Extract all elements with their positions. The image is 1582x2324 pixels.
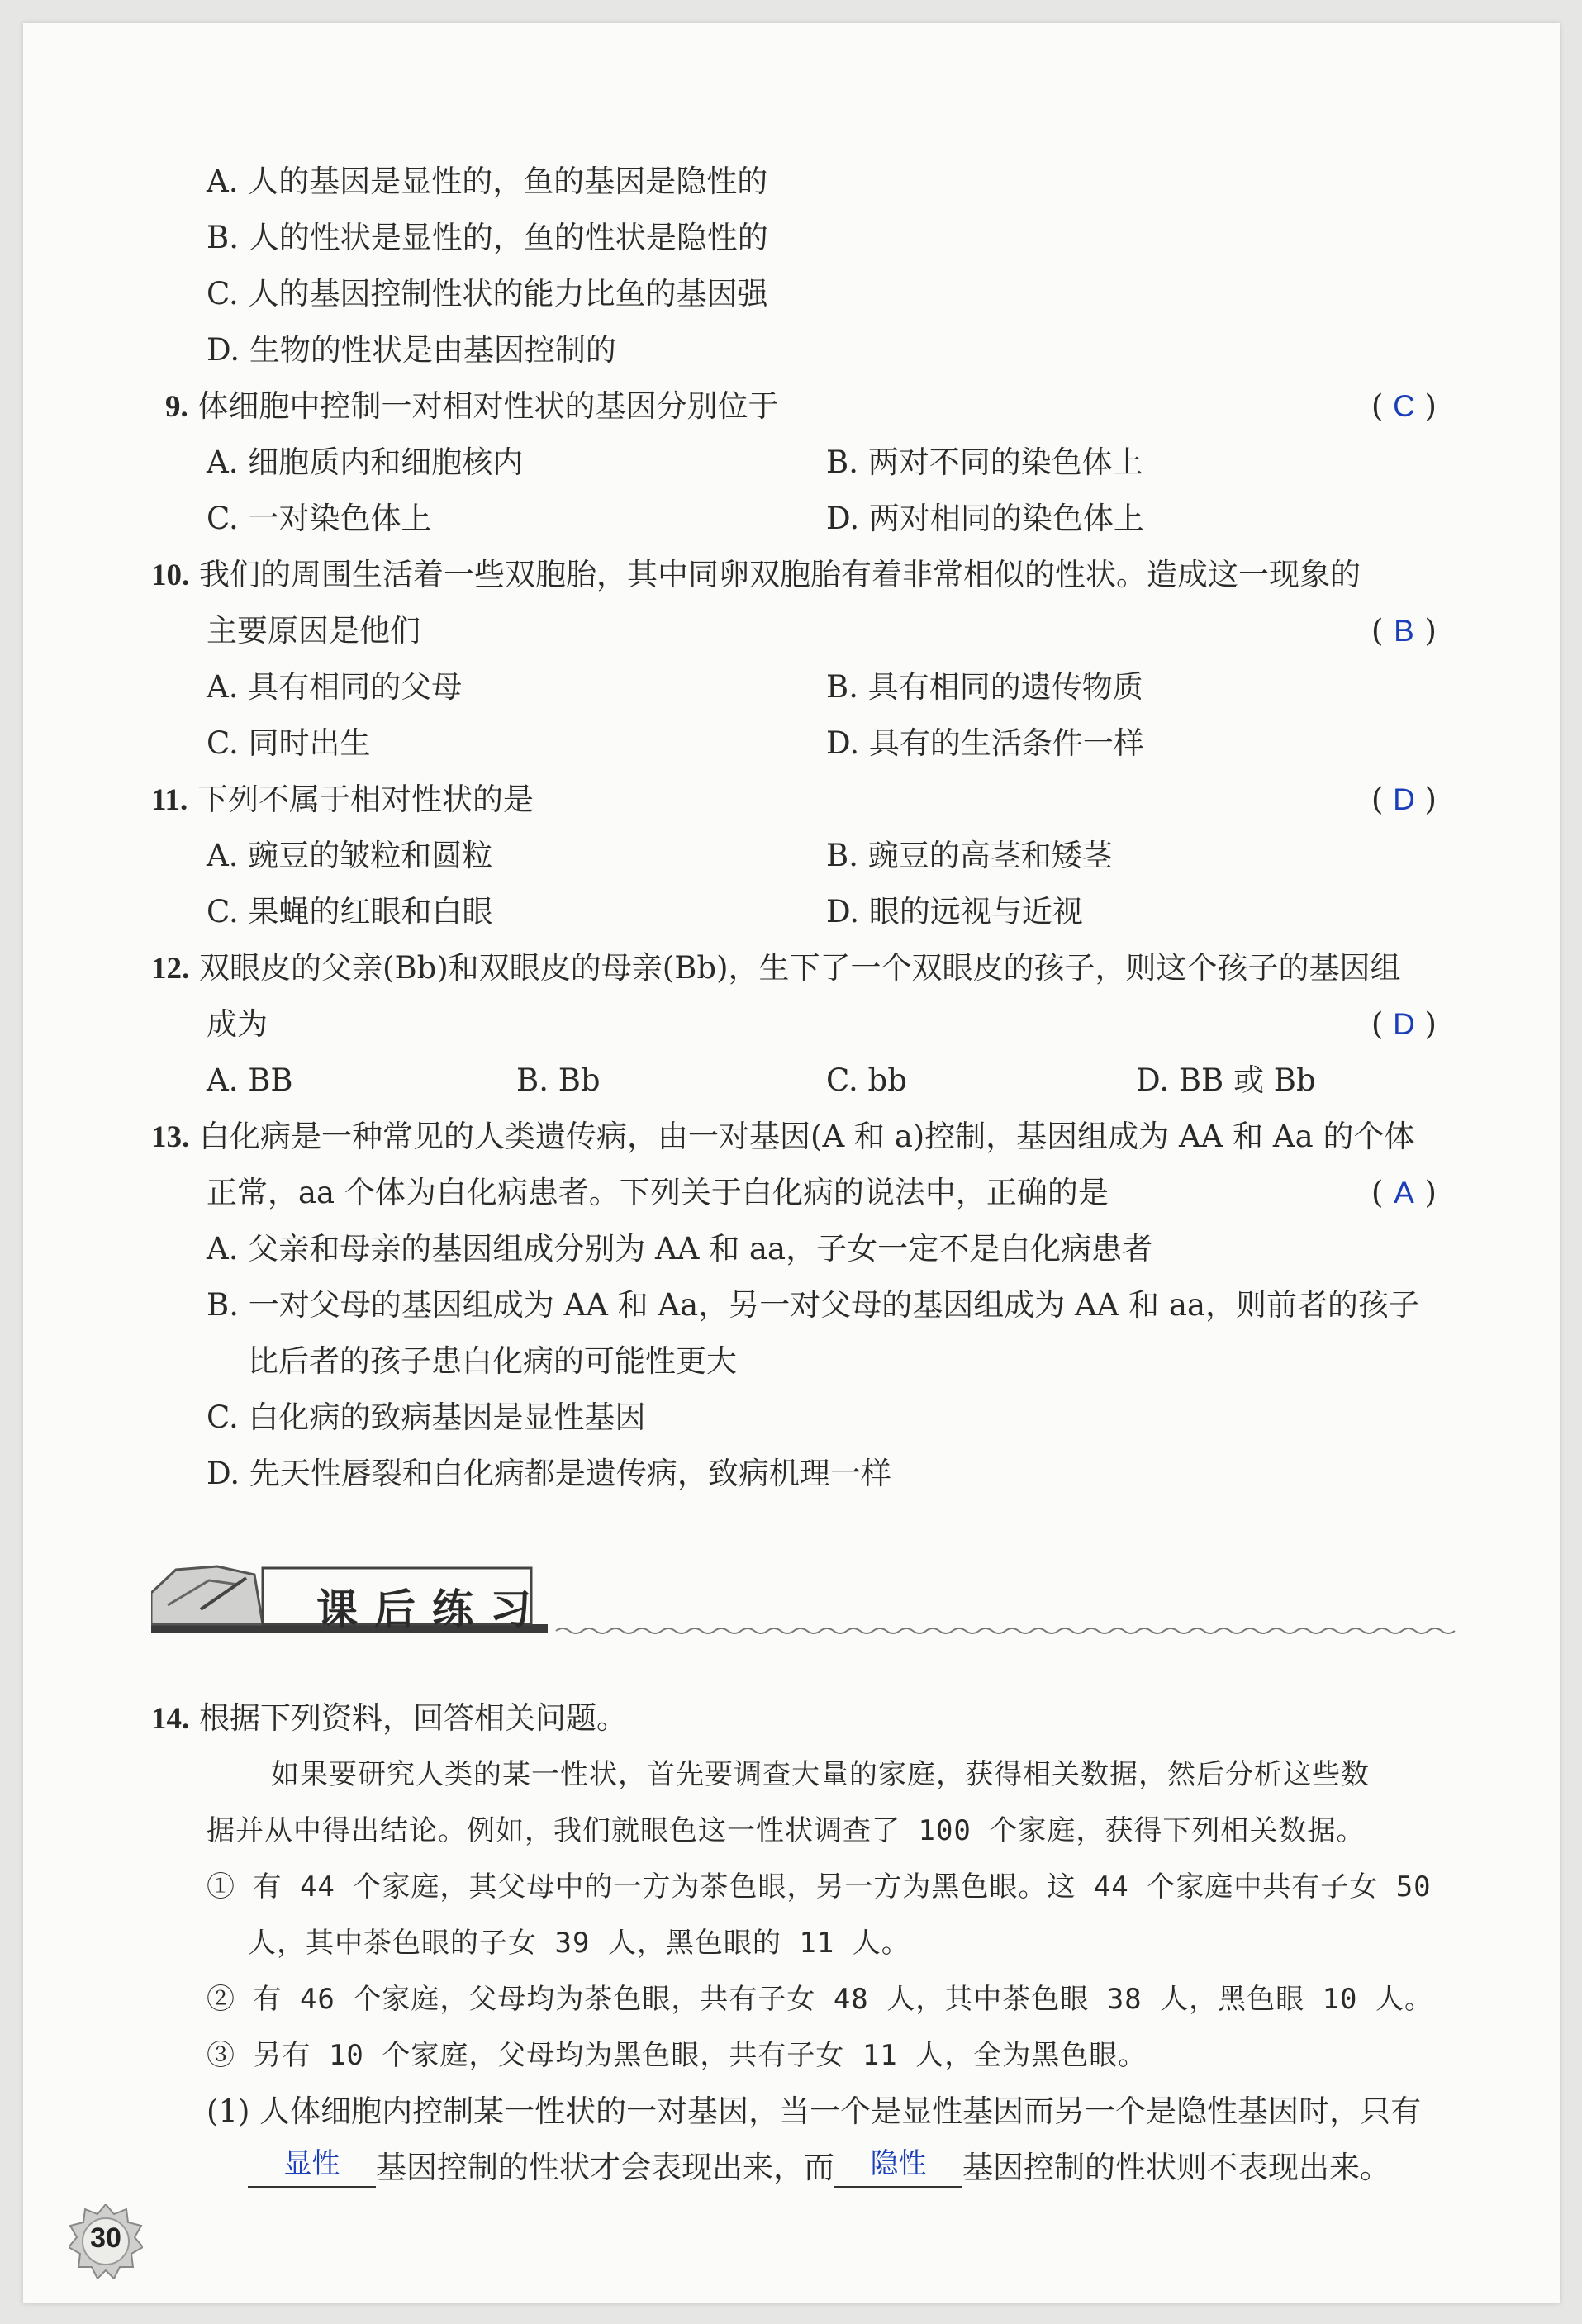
q13-option-b: B. 一对父母的基因组成为 AA 和 Aa，另一对父母的基因组成为 AA 和 aa，则前者的孩子 — [207, 1287, 1420, 1323]
q9-answer: ( C ) — [1371, 387, 1437, 426]
q13-option-d: D. 先天性唇裂和白化病都是遗传病，致病机理一样 — [207, 1456, 891, 1491]
q8-option-b: B. 人的性状是显性的，鱼的性状是隐性的 — [207, 220, 768, 255]
q12-option-b: B. Bb — [516, 1062, 601, 1098]
q12-option-d: D. BB 或 Bb — [1136, 1062, 1316, 1098]
q9-stem — [165, 387, 779, 427]
page-number: 30 — [90, 2222, 121, 2254]
q11-option-c: C. 果蝇的红眼和白眼 — [207, 894, 493, 929]
q11-option-d: D. 眼的远视与近视 — [826, 894, 1083, 929]
answer-letter: A — [1394, 1176, 1414, 1210]
q11-option-a: A. 豌豆的皱粒和圆粒 — [207, 838, 493, 873]
question-number: 12. — [151, 952, 190, 986]
blank-answer: 显性 — [283, 2148, 340, 2179]
q14-data-item-3: ③ 另有 10 个家庭，父母均为黑色眼，共有子女 11 人，全为黑色眼。 — [207, 2039, 1147, 2072]
section-title: 课后练习 — [316, 1585, 548, 1633]
q13-option-a: A. 父亲和母亲的基因组成分别为 AA 和 aa，子女一定不是白化病患者 — [207, 1231, 1153, 1267]
q11-stem — [151, 780, 534, 820]
q14-data-item-1-cont: 人，其中茶色眼的子女 39 人，黑色眼的 11 人。 — [248, 1927, 910, 1960]
q12-stem-line2: 成为 — [207, 1006, 268, 1042]
question-number: 9. — [165, 390, 188, 424]
question-text: 白化病是一种常见的人类遗传病，由一对基因(A 和 a)控制，基因组成为 AA 和 Aa 的个体 — [199, 1119, 1415, 1154]
answer-letter: D — [1393, 1007, 1415, 1041]
section-header — [151, 1560, 1506, 1651]
question-number: 10. — [151, 558, 190, 592]
q14-sub1-line1: (1) 人体细胞内控制某一性状的一对基因，当一个是显性基因而另一个是隐性基因时，只有 — [207, 2094, 1422, 2129]
question-text: 双眼皮的父亲(Bb)和双眼皮的母亲(Bb)，生下了一个双眼皮的孩子，则这个孩子的基因组 — [199, 950, 1401, 986]
q8-option-d: D. 生物的性状是由基因控制的 — [207, 332, 616, 368]
question-number: 13. — [151, 1120, 190, 1154]
q10-option-d: D. 具有的生活条件一样 — [826, 725, 1144, 761]
q12-option-a: A. BB — [207, 1062, 293, 1098]
q10-option-a: A. 具有相同的父母 — [207, 669, 463, 705]
workbook-page — [23, 23, 1560, 2303]
q13-option-b-cont: 比后者的孩子患白化病的可能性更大 — [248, 1343, 737, 1379]
q9-option-a: A. 细胞质内和细胞核内 — [207, 444, 524, 480]
q14-material-line2: 据并从中得出结论。例如，我们就眼色这一性状调查了 100 个家庭，获得下列相关数据。 — [207, 1814, 1366, 1847]
q10-stem-line1 — [151, 555, 1361, 596]
q11-answer: ( D ) — [1371, 780, 1437, 820]
q13-answer: ( A ) — [1371, 1173, 1437, 1213]
q8-option-a: A. 人的基因是显性的，鱼的基因是隐性的 — [207, 164, 768, 199]
q14-data-item-1: ① 有 44 个家庭，其父母中的一方为茶色眼，另一方为黑色眼。这 44 个家庭中共有子女 50 — [207, 1870, 1432, 1903]
answer-letter: B — [1394, 614, 1414, 648]
q10-option-c: C. 同时出生 — [207, 725, 371, 761]
q14-material-line1: 如果要研究人类的某一性状，首先要调查大量的家庭，获得相关数据，然后分析这些数 — [271, 1758, 1370, 1791]
q11-option-b: B. 豌豆的高茎和矮茎 — [826, 838, 1113, 873]
blank-answer: 隐性 — [870, 2148, 927, 2179]
q14-data-item-2: ② 有 46 个家庭，父母均为茶色眼，共有子女 48 人，其中茶色眼 38 人，黑色眼 10 人。 — [207, 1983, 1433, 2016]
answer-letter: D — [1393, 782, 1415, 816]
q14-stem — [151, 1699, 627, 1739]
q9-option-d: D. 两对相同的染色体上 — [826, 501, 1144, 536]
q12-answer: ( D ) — [1371, 1005, 1437, 1044]
q9-option-c: C. 一对染色体上 — [207, 501, 432, 536]
q8-option-c: C. 人的基因控制性状的能力比鱼的基因强 — [207, 276, 768, 311]
fill-blank-2[interactable] — [834, 2150, 962, 2188]
sub1-mid-text: 基因控制的性状才会表现出来，而 — [376, 2150, 834, 2185]
q12-stem-line1 — [151, 948, 1401, 989]
question-text: 体细胞中控制一对相对性状的基因分别位于 — [197, 388, 779, 424]
q10-answer: ( B ) — [1371, 611, 1437, 651]
q13-option-c: C. 白化病的致病基因是显性基因 — [207, 1400, 646, 1435]
question-number: 14. — [151, 1702, 190, 1736]
fill-blank-1[interactable] — [248, 2150, 376, 2188]
question-text: 根据下列资料，回答相关问题。 — [199, 1700, 628, 1736]
question-text: 我们的周围生活着一些双胞胎，其中同卵双胞胎有着非常相似的性状。造成这一现象的 — [199, 557, 1361, 592]
question-number: 11. — [151, 783, 188, 817]
q10-stem-line2: 主要原因是他们 — [207, 613, 420, 649]
q12-option-c: C. bb — [826, 1062, 907, 1098]
q10-option-b: B. 具有相同的遗传物质 — [826, 669, 1143, 705]
answer-letter: C — [1393, 389, 1415, 423]
page-number-badge — [69, 2204, 143, 2279]
q14-sub1-line2 — [248, 2148, 1390, 2188]
q13-stem-line1 — [151, 1117, 1414, 1157]
q9-option-b: B. 两对不同的染色体上 — [826, 444, 1143, 480]
q13-stem-line2: 正常，aa 个体为白化病患者。下列关于白化病的说法中，正确的是 — [207, 1175, 1109, 1210]
question-text: 下列不属于相对性状的是 — [197, 782, 534, 817]
sub1-end-text: 基因控制的性状则不表现出来。 — [962, 2150, 1390, 2185]
